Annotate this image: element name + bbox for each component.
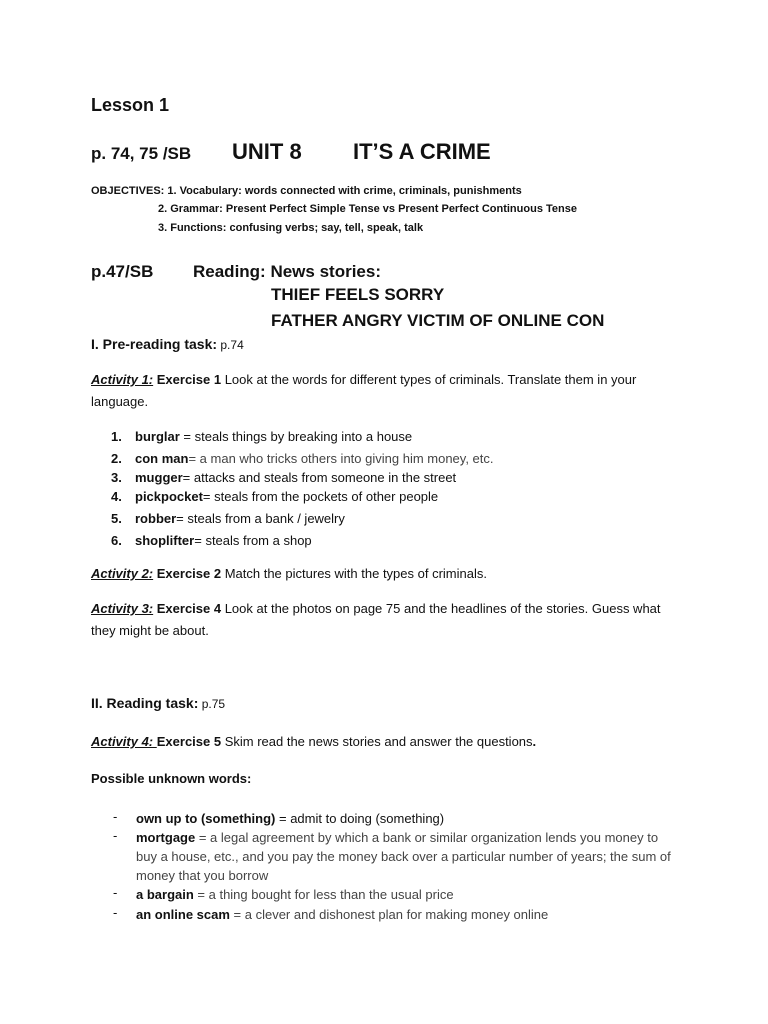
activity-4: Activity 4: Exercise 5 Skim read the news stories and answer the questions. xyxy=(91,734,537,749)
list-item: 2. con man= a man who tricks others into giving him money, etc. xyxy=(111,451,494,466)
bullet-dash: - xyxy=(113,885,118,900)
section-reading-task: II. Reading task: p.75 xyxy=(91,695,226,711)
list-item: a bargain = a thing bought for less than the usual price xyxy=(136,887,454,902)
objective-3: 3. Functions: confusing verbs; say, tell, speak, talk xyxy=(158,222,424,234)
bullet-dash: - xyxy=(113,809,118,824)
unit-number: UNIT 8 xyxy=(232,139,302,164)
unknown-words-title: Possible unknown words: xyxy=(91,771,252,786)
headline-1: THIEF FEELS SORRY xyxy=(271,285,445,304)
bullet-dash: - xyxy=(113,905,118,920)
objectives-label: OBJECTIVES: xyxy=(91,185,168,197)
list-item: 1. burglar = steals things by breaking into a house xyxy=(111,429,413,444)
section-pre-reading: I. Pre-reading task: p.74 xyxy=(91,336,244,352)
headline-2: FATHER ANGRY VICTIM OF ONLINE CON xyxy=(271,311,605,330)
activity-3: Activity 3: Exercise 4 Look at the photos on page 75 and the headlines of the stories. Guess what they might be about. xyxy=(91,601,661,638)
list-item: mortgage = a legal agreement by which a bank or similar organization lends you money to buy a house, etc., and you pay the money back over a particular number of years; the sum of money that you borrow xyxy=(136,830,671,883)
bullet-dash: - xyxy=(113,828,118,843)
activity-1-label: Activity 1: xyxy=(91,372,154,387)
list-item: an online scam = a clever and dishonest plan for making money online xyxy=(136,907,549,922)
objective-2: 2. Grammar: Present Perfect Simple Tense vs Present Perfect Continuous Tense xyxy=(158,203,577,215)
activity-2: Activity 2: Exercise 2 Match the pictures with the types of criminals. xyxy=(91,566,487,581)
list-item: 6. shoplifter= steals from a shop xyxy=(111,533,312,548)
list-item: own up to (something) = admit to doing (something) xyxy=(136,811,445,826)
page-reference: p. 74, 75 /SB xyxy=(91,144,192,163)
activity-1: Activity 1: Exercise 1 Look at the words for different types of criminals. Translate them in your language. xyxy=(91,372,637,409)
list-item: 4. pickpocket= steals from the pockets of other people xyxy=(111,489,439,504)
list-item: 5. robber= steals from a bank / jewelry xyxy=(111,511,345,526)
list-item: 3. mugger= attacks and steals from someone in the street xyxy=(111,470,457,485)
reading-pages: p.47/SB xyxy=(91,262,154,281)
lesson-title: Lesson 1 xyxy=(91,95,170,115)
unit-title: IT’S A CRIME xyxy=(353,139,491,164)
reading-label: Reading: News stories: xyxy=(193,262,381,281)
objective-1: OBJECTIVES: 1. Vocabulary: words connected with crime, criminals, punishments xyxy=(91,185,522,197)
